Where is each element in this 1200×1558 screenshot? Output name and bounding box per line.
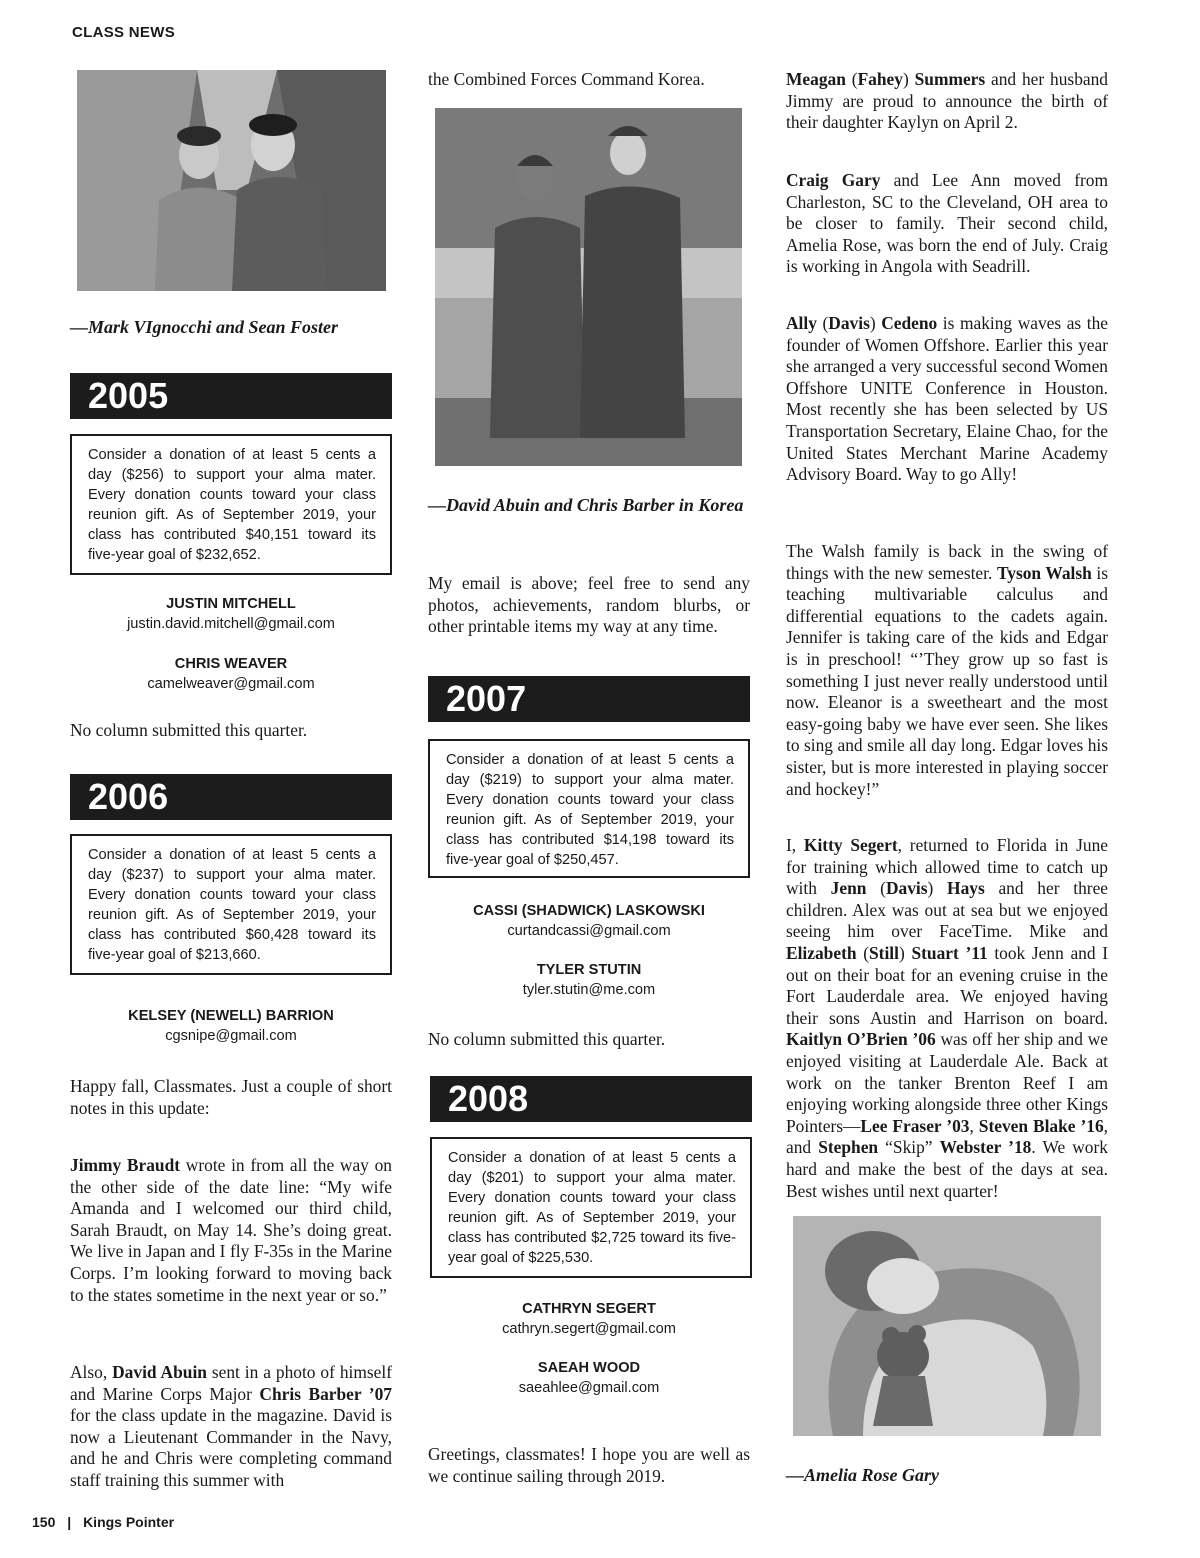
contact-email[interactable]: saeahlee@gmail.com	[518, 1380, 660, 1396]
greeting-paragraph: Greetings, classmates! I hope you are well as we continue sailing through 2019.	[428, 1444, 750, 1486]
abuin-paragraph-continued: the Combined Forces Command Korea.	[428, 69, 705, 89]
person-name: Jenn	[830, 878, 867, 899]
paragraph-text: )	[927, 878, 948, 899]
person-name: Meagan	[786, 69, 846, 89]
photo-hikers	[77, 70, 386, 291]
paragraph-text: I,	[786, 835, 804, 855]
paragraph-text: )	[902, 69, 915, 89]
person-name: Kitty Segert	[803, 835, 898, 855]
no-column-note: No column submitted this quarter.	[70, 720, 308, 740]
paragraph-text: and her three children. Alex was out at sea but we enjoyed seeing him over FaceTime. Mike and	[786, 878, 1109, 942]
person-name: Summers	[914, 69, 986, 89]
walsh-paragraph	[786, 541, 1108, 800]
paragraph-text: (	[816, 313, 829, 333]
paragraph-text: is making waves as the founder of Women Offshore. Earlier this year she arranged a very successful second Women Offshore UNITE Conference in Houston. Most recently she has been selected by US Transportation Secretary, Elaine Chao, for the United States Merchant Marine Academy Advisory Board. Way to go Ally!	[786, 313, 1109, 485]
paragraph-text: (	[866, 878, 886, 899]
paragraph-text: ,	[969, 1115, 979, 1136]
paragraph-text: , returned to Florida in June for training which allowed time to catch up with	[786, 835, 1108, 899]
person-name: Chris Barber ’07	[259, 1383, 392, 1404]
person-name: Kaitlyn O’Brien ’06	[786, 1029, 936, 1050]
contact-email[interactable]: camelweaver@gmail.com	[147, 676, 315, 692]
paragraph-text: wrote in from all the way on the other side of the date line: “My wife Amanda and I welcomed our third child, Sarah Braudt, on May 14. She’s doing great. We live in Japan and I fly F-35s in the Marine Corps. I’m looking forward to moving back to the states sometime in the next year or so.”	[70, 1155, 392, 1305]
person-name: David Abuin	[112, 1362, 207, 1382]
photo2-caption: —David Abuin and Chris Barber in Korea	[428, 495, 744, 515]
contact-email[interactable]: curtandcassi@gmail.com	[507, 923, 671, 939]
braudt-paragraph	[70, 1155, 392, 1306]
photo-baby	[793, 1216, 1101, 1436]
contact-name: CASSI (SHADWICK) LASKOWSKI	[473, 903, 705, 919]
donation-box-2006: Consider a donation of at least 5 cents a day ($237) to support your alma mater. Every donation counts toward your class reunion gift. As of September 2019, your class has contributed $60,428 toward its five-year goal of $213,660.	[70, 834, 392, 975]
contact-name: CHRIS WEAVER	[174, 656, 288, 672]
email-note-paragraph: My email is above; feel free to send any photos, achievements, random blurbs, or other printable items my way at any time.	[428, 573, 750, 637]
paragraph-text: )	[869, 313, 882, 333]
paragraph-text: (	[856, 942, 869, 963]
intro-paragraph: Happy fall, Classmates. Just a couple of short notes in this update:	[70, 1076, 392, 1118]
person-name: Fahey	[857, 69, 903, 89]
contact-email[interactable]: justin.david.mitchell@gmail.com	[127, 616, 335, 632]
person-name: Elizabeth	[786, 942, 857, 963]
paragraph-text: is teaching multivariable calculus and differential equations to the cadets again. Jennifer is taking care of the kids and Edgar is in preschool! “’They grow up so fast is something I just never really understood until now. Eleanor is a sweetheart and the most easy-going baby we have ever seen. She likes to sing and smile all day long. Edgar loves his sister, but is more interested in playing soccer and hockey!”	[786, 562, 1109, 799]
paragraph-text: . We work hard and make the best of the days at sea. Best wishes until next quarter!	[786, 1137, 1108, 1201]
paragraph-text: and Lee Ann moved from Charleston, SC to the Cleveland, OH area to be closer to family. Their second child, Amelia Rose, was born the end of July. Craig is working in Angola with Seadrill.	[786, 170, 1108, 277]
year-header-2007: 2007	[428, 676, 750, 722]
contact-email[interactable]: cgsnipe@gmail.com	[165, 1028, 297, 1044]
paragraph-text: )	[898, 942, 912, 963]
donation-box-2007: Consider a donation of at least 5 cents a day ($219) to support your alma mater. Every donation counts toward your class reunion gift. As of September 2019, your class has contributed $14,198 toward its five-year goal of $250,457.	[428, 739, 750, 878]
person-name: Davis	[885, 878, 928, 899]
person-name: Ally	[786, 313, 817, 333]
contact-name: SAEAH WOOD	[537, 1360, 641, 1376]
section-header: CLASS NEWS	[72, 24, 176, 41]
contact-email[interactable]: cathryn.segert@gmail.com	[502, 1321, 676, 1337]
donation-box-2005: Consider a donation of at least 5 cents a day ($256) to support your alma mater. Every donation counts toward your class reunion gift. As of September 2019, your class has contributed $40,151 toward its five-year goal of $232,652.	[70, 434, 392, 575]
paragraph-text: “Skip”	[878, 1137, 940, 1158]
page-footer	[32, 1514, 174, 1530]
person-name: Jimmy Braudt	[70, 1155, 181, 1175]
photo1-caption: —Mark VIgnocchi and Sean Foster	[70, 317, 339, 337]
photo-officers	[435, 108, 742, 466]
contact-email[interactable]: tyler.stutin@me.com	[522, 982, 656, 998]
contact-name: TYLER STUTIN	[536, 962, 642, 978]
footer-separator: |	[67, 1514, 72, 1530]
person-name: Davis	[828, 313, 870, 333]
person-name: Stephen	[818, 1137, 879, 1158]
person-name: Stuart ’11	[911, 942, 988, 963]
person-name: Lee Fraser ’03	[860, 1115, 970, 1136]
person-name: Tyson Walsh	[996, 562, 1092, 583]
year-header-2006: 2006	[70, 774, 392, 820]
page-number: 150	[32, 1514, 56, 1530]
paragraph-text: sent in a photo of himself and Marine Corps Major	[70, 1362, 392, 1404]
paragraph-text: , and	[786, 1115, 1109, 1158]
person-name: Webster ’18	[939, 1137, 1032, 1158]
contact-name: CATHRYN SEGERT	[522, 1301, 656, 1317]
no-column-note: No column submitted this quarter.	[428, 1029, 666, 1049]
year-header-2008: 2008	[430, 1076, 752, 1122]
person-name: Hays	[947, 878, 985, 899]
photo3-caption: —Amelia Rose Gary	[786, 1465, 939, 1485]
segert-paragraph	[786, 835, 1108, 1202]
cedeno-paragraph	[786, 313, 1108, 486]
paragraph-text: took Jenn and I out on their boat for an evening cruise in the Fort Lauderdale area. We enjoyed having their sons Austin and Harrison on board.	[786, 942, 1109, 1028]
paragraph-text: (	[845, 69, 858, 89]
summers-paragraph	[786, 69, 1108, 134]
person-name: Steven Blake ’16	[978, 1115, 1104, 1136]
donation-box-2008: Consider a donation of at least 5 cents a day ($201) to support your alma mater. Every donation counts toward your class reunion gift. As of September 2019, your class has contributed $2,725 toward its five-year goal of $225,530.	[430, 1137, 752, 1278]
person-name: Cedeno	[881, 313, 938, 333]
paragraph-text: was off her ship and we enjoyed visiting at Lauderdale Ale. Back at work on the tanker Brenton Reef I am enjoying working alongside three other Kings Pointers—	[786, 1029, 1108, 1136]
abuin-paragraph	[70, 1362, 392, 1492]
paragraph-text: The Walsh family is back in the swing of things with the new semester.	[786, 541, 1108, 583]
year-header-2005: 2005	[70, 373, 392, 419]
gary-paragraph	[786, 170, 1108, 278]
person-name: Craig Gary	[786, 170, 881, 190]
contact-name: KELSEY (NEWELL) BARRION	[128, 1008, 334, 1024]
magazine-title: Kings Pointer	[83, 1514, 175, 1530]
paragraph-text: for the class update in the magazine. David is now a Lieutenant Commander in the Navy, and he and Chris were completing command staff training this summer with	[70, 1405, 392, 1490]
person-name: Still	[869, 942, 899, 963]
paragraph-text: and her husband Jimmy are proud to announce the birth of their daughter Kaylyn on April 2.	[786, 69, 1109, 133]
paragraph-text: Also,	[70, 1362, 113, 1382]
contact-name: JUSTIN MITCHELL	[166, 596, 296, 612]
